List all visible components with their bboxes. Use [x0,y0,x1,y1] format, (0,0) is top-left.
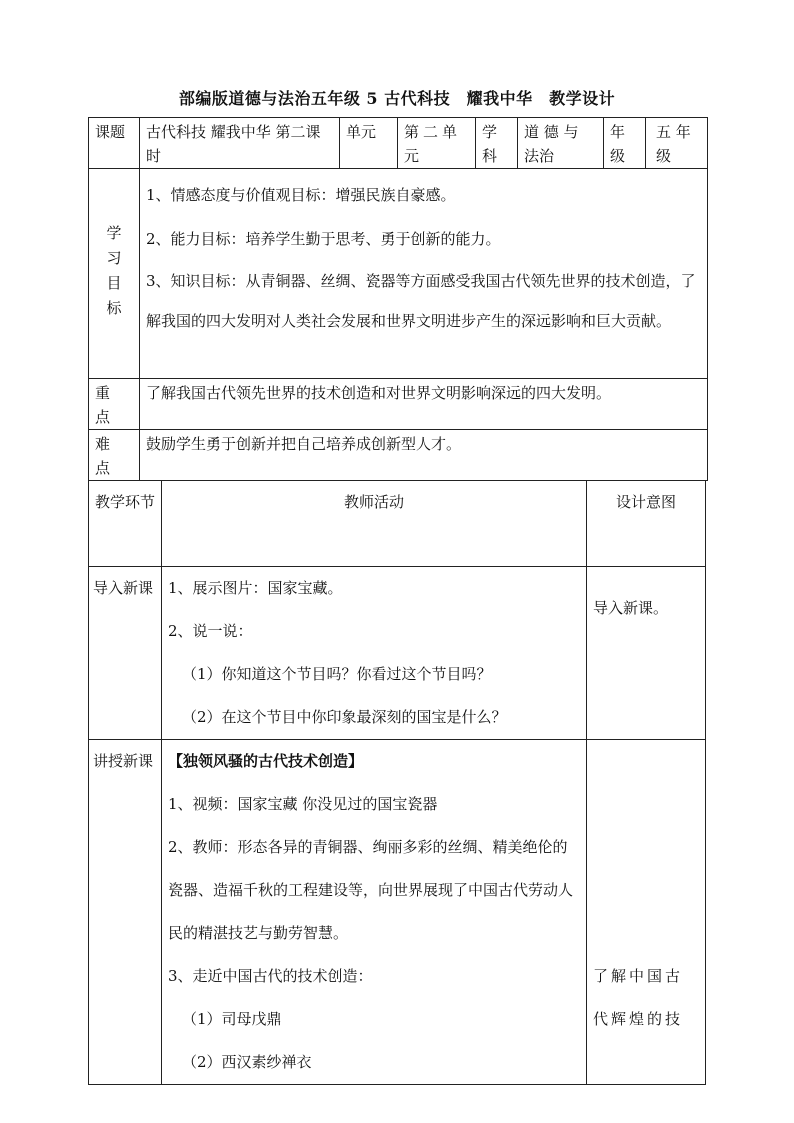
stage-label: 讲授新课 [93,752,154,770]
difficulties-label: 难点 [95,435,111,477]
stage-cell [89,740,162,1085]
objective-item: 3、知识目标：从青铜器、丝绸、瓷器等方面感受我国古代领先世界的技术创造，了解我国的四大发明对人类社会发展和世界文明进步产生的深远影响和巨大贡献。 [146,272,696,330]
lesson-info-table [88,117,708,481]
intent-cell [587,567,706,740]
section-title: 【独领风骚的古代技术创造】 [168,752,364,770]
activity-cell [162,740,587,1085]
objectives-label-cell [89,169,140,379]
key-points-text: 了解我国古代领先世界的技术创造和对世界文明影响深远的四大发明。 [146,384,612,402]
topic-label-cell: 课题 [89,118,140,169]
activity-line: （2）在这个节目中你印象最深刻的国宝是什么？ [182,708,507,726]
header-stage-cell [89,481,162,567]
objectives-label: 学习目标 [106,224,122,317]
subject-value: 道 德 与 法治 [524,123,579,165]
activity-line: 1、展示图片：国家宝藏。 [168,579,343,597]
document-title: 部编版道德与法治五年级 5 古代科技 耀我中华 教学设计 [178,89,616,108]
difficulties-content-cell [140,430,708,481]
grade-value-cell [646,118,708,169]
header-activity: 教师活动 [343,493,404,511]
activity-line: （1）司母戊鼎 [182,1010,282,1028]
key-points-label: 重点 [95,384,111,426]
intent-text: 了解中国古代辉煌的技 [593,967,684,1028]
topic-value-cell [140,118,340,169]
difficulties-text: 鼓励学生勇于创新并把自己培养成创新型人才。 [146,435,462,453]
grade-label-cell: 年级 [604,118,646,169]
intent-cell [587,740,706,1085]
activity-line: 3、走近中国古代的技术创造： [168,967,373,985]
grade-value: 五 年 级 [656,123,691,165]
header-intent: 设计意图 [615,493,676,511]
unit-value-cell [398,118,476,169]
header-activity-cell [162,481,587,567]
objectives-content-cell [140,169,708,379]
header-intent-cell [587,481,706,567]
activity-line: （2）西汉素纱禅衣 [182,1053,312,1071]
activity-line: 2、说一说： [168,622,253,640]
stage-label: 导入新课 [93,579,154,597]
teaching-process-table [88,480,706,1085]
objective-item: 2、能力目标：培养学生勤于思考、勇于创新的能力。 [146,230,501,248]
key-points-label-cell [89,379,140,430]
header-stage: 教学环节 [94,493,155,511]
activity-line: 2、教师：形态各异的青铜器、绚丽多彩的丝绸、精美绝伦的瓷器、造福千秋的工程建设等，向世界展现了中国古代劳动人民的精湛技艺与勤劳智慧。 [168,838,574,942]
stage-cell [89,567,162,740]
difficulties-label-cell [89,430,140,481]
unit-label-cell: 单元 [340,118,398,169]
key-points-content-cell [140,379,708,430]
activity-line: （1）你知道这个节目吗？你看过这个节目吗？ [182,665,492,683]
subject-value-cell [518,118,604,169]
activity-cell [162,567,587,740]
activity-line: 1、视频：国家宝藏 你没见过的国宝瓷器 [168,795,438,813]
subject-label-cell: 学科 [476,118,518,169]
objective-item: 1、情感态度与价值观目标：增强民族自豪感。 [146,186,456,204]
intent-text: 导入新课。 [593,599,669,617]
unit-value: 第二单元 [404,123,462,165]
topic-value: 古代科技 耀我中华 第二课时 [146,123,321,165]
